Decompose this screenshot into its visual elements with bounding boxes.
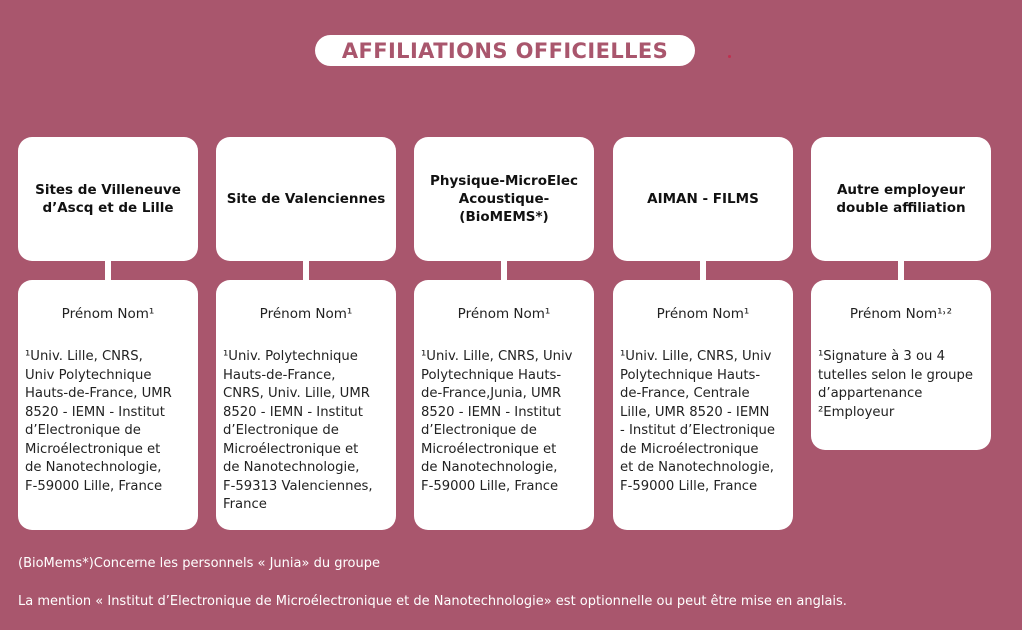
mention-footnote: La mention « Institut d’Electronique de Microélectronique et de Nanotechnologie» est optionnelle ou peut être mise en anglais. bbox=[18, 594, 847, 609]
biomems-footnote: (BioMems*)Concerne les personnels « Junia» du groupe bbox=[18, 556, 380, 571]
affiliation-card bbox=[414, 280, 594, 530]
column-header: Physique-MicroElec Acoustique-(BioMEMS*) bbox=[414, 137, 594, 261]
decorative-dot bbox=[728, 55, 731, 58]
affiliation-card bbox=[216, 280, 396, 530]
author-name: Prénom Nom¹ bbox=[61, 306, 155, 322]
affiliation-text: ¹Univ. Lille, CNRS, Univ Polytechnique Hauts-de-France, UMR 8520 - IEMN - Institut d’Electronique de Microélectronique et de Nanotechnologie, F-59000 Lille, France bbox=[25, 349, 172, 494]
column-header: Autre employeur double affiliation bbox=[811, 137, 991, 261]
connector-line bbox=[700, 261, 706, 280]
page-title: AFFILIATIONS OFFICIELLES bbox=[315, 35, 695, 66]
connector-line bbox=[501, 261, 507, 280]
affiliation-card bbox=[18, 280, 198, 530]
author-name: Prénom Nom¹ bbox=[259, 306, 353, 322]
author-name: Prénom Nom¹˒² bbox=[849, 306, 953, 322]
affiliation-card bbox=[811, 280, 991, 450]
connector-line bbox=[303, 261, 309, 280]
affiliation-text: ¹Signature à 3 ou 4 tutelles selon le groupe d’appartenance ²Employeur bbox=[818, 349, 973, 420]
author-name: Prénom Nom¹ bbox=[656, 306, 750, 322]
affiliation-text: ¹Univ. Polytechnique Hauts-de-France, CNRS, Univ. Lille, UMR 8520 - IEMN - Institut d’Electronique de Microélectronique et de Nanotechnologie, F-59313 Valenciennes, France bbox=[223, 349, 373, 512]
affiliation-card bbox=[613, 280, 793, 530]
affiliation-text: ¹Univ. Lille, CNRS, Univ Polytechnique Hauts- de-France, Centrale Lille, UMR 8520 - IEMN - Institut d’Electronique de Microélectronique et de Nanotechnologie, F-59000 Lille, France bbox=[620, 349, 775, 494]
affiliation-text: ¹Univ. Lille, CNRS, Univ Polytechnique Hauts- de-France,Junia, UMR 8520 - IEMN - Institut d’Electronique de Microélectronique et de Nanotechnologie, F-59000 Lille, France bbox=[421, 349, 573, 494]
connector-line bbox=[898, 261, 904, 280]
connector-line bbox=[105, 261, 111, 280]
author-name: Prénom Nom¹ bbox=[457, 306, 551, 322]
column-header: Sites de Villeneuve d’Ascq et de Lille bbox=[18, 137, 198, 261]
column-header: AIMAN - FILMS bbox=[613, 137, 793, 261]
column-header: Site de Valenciennes bbox=[216, 137, 396, 261]
